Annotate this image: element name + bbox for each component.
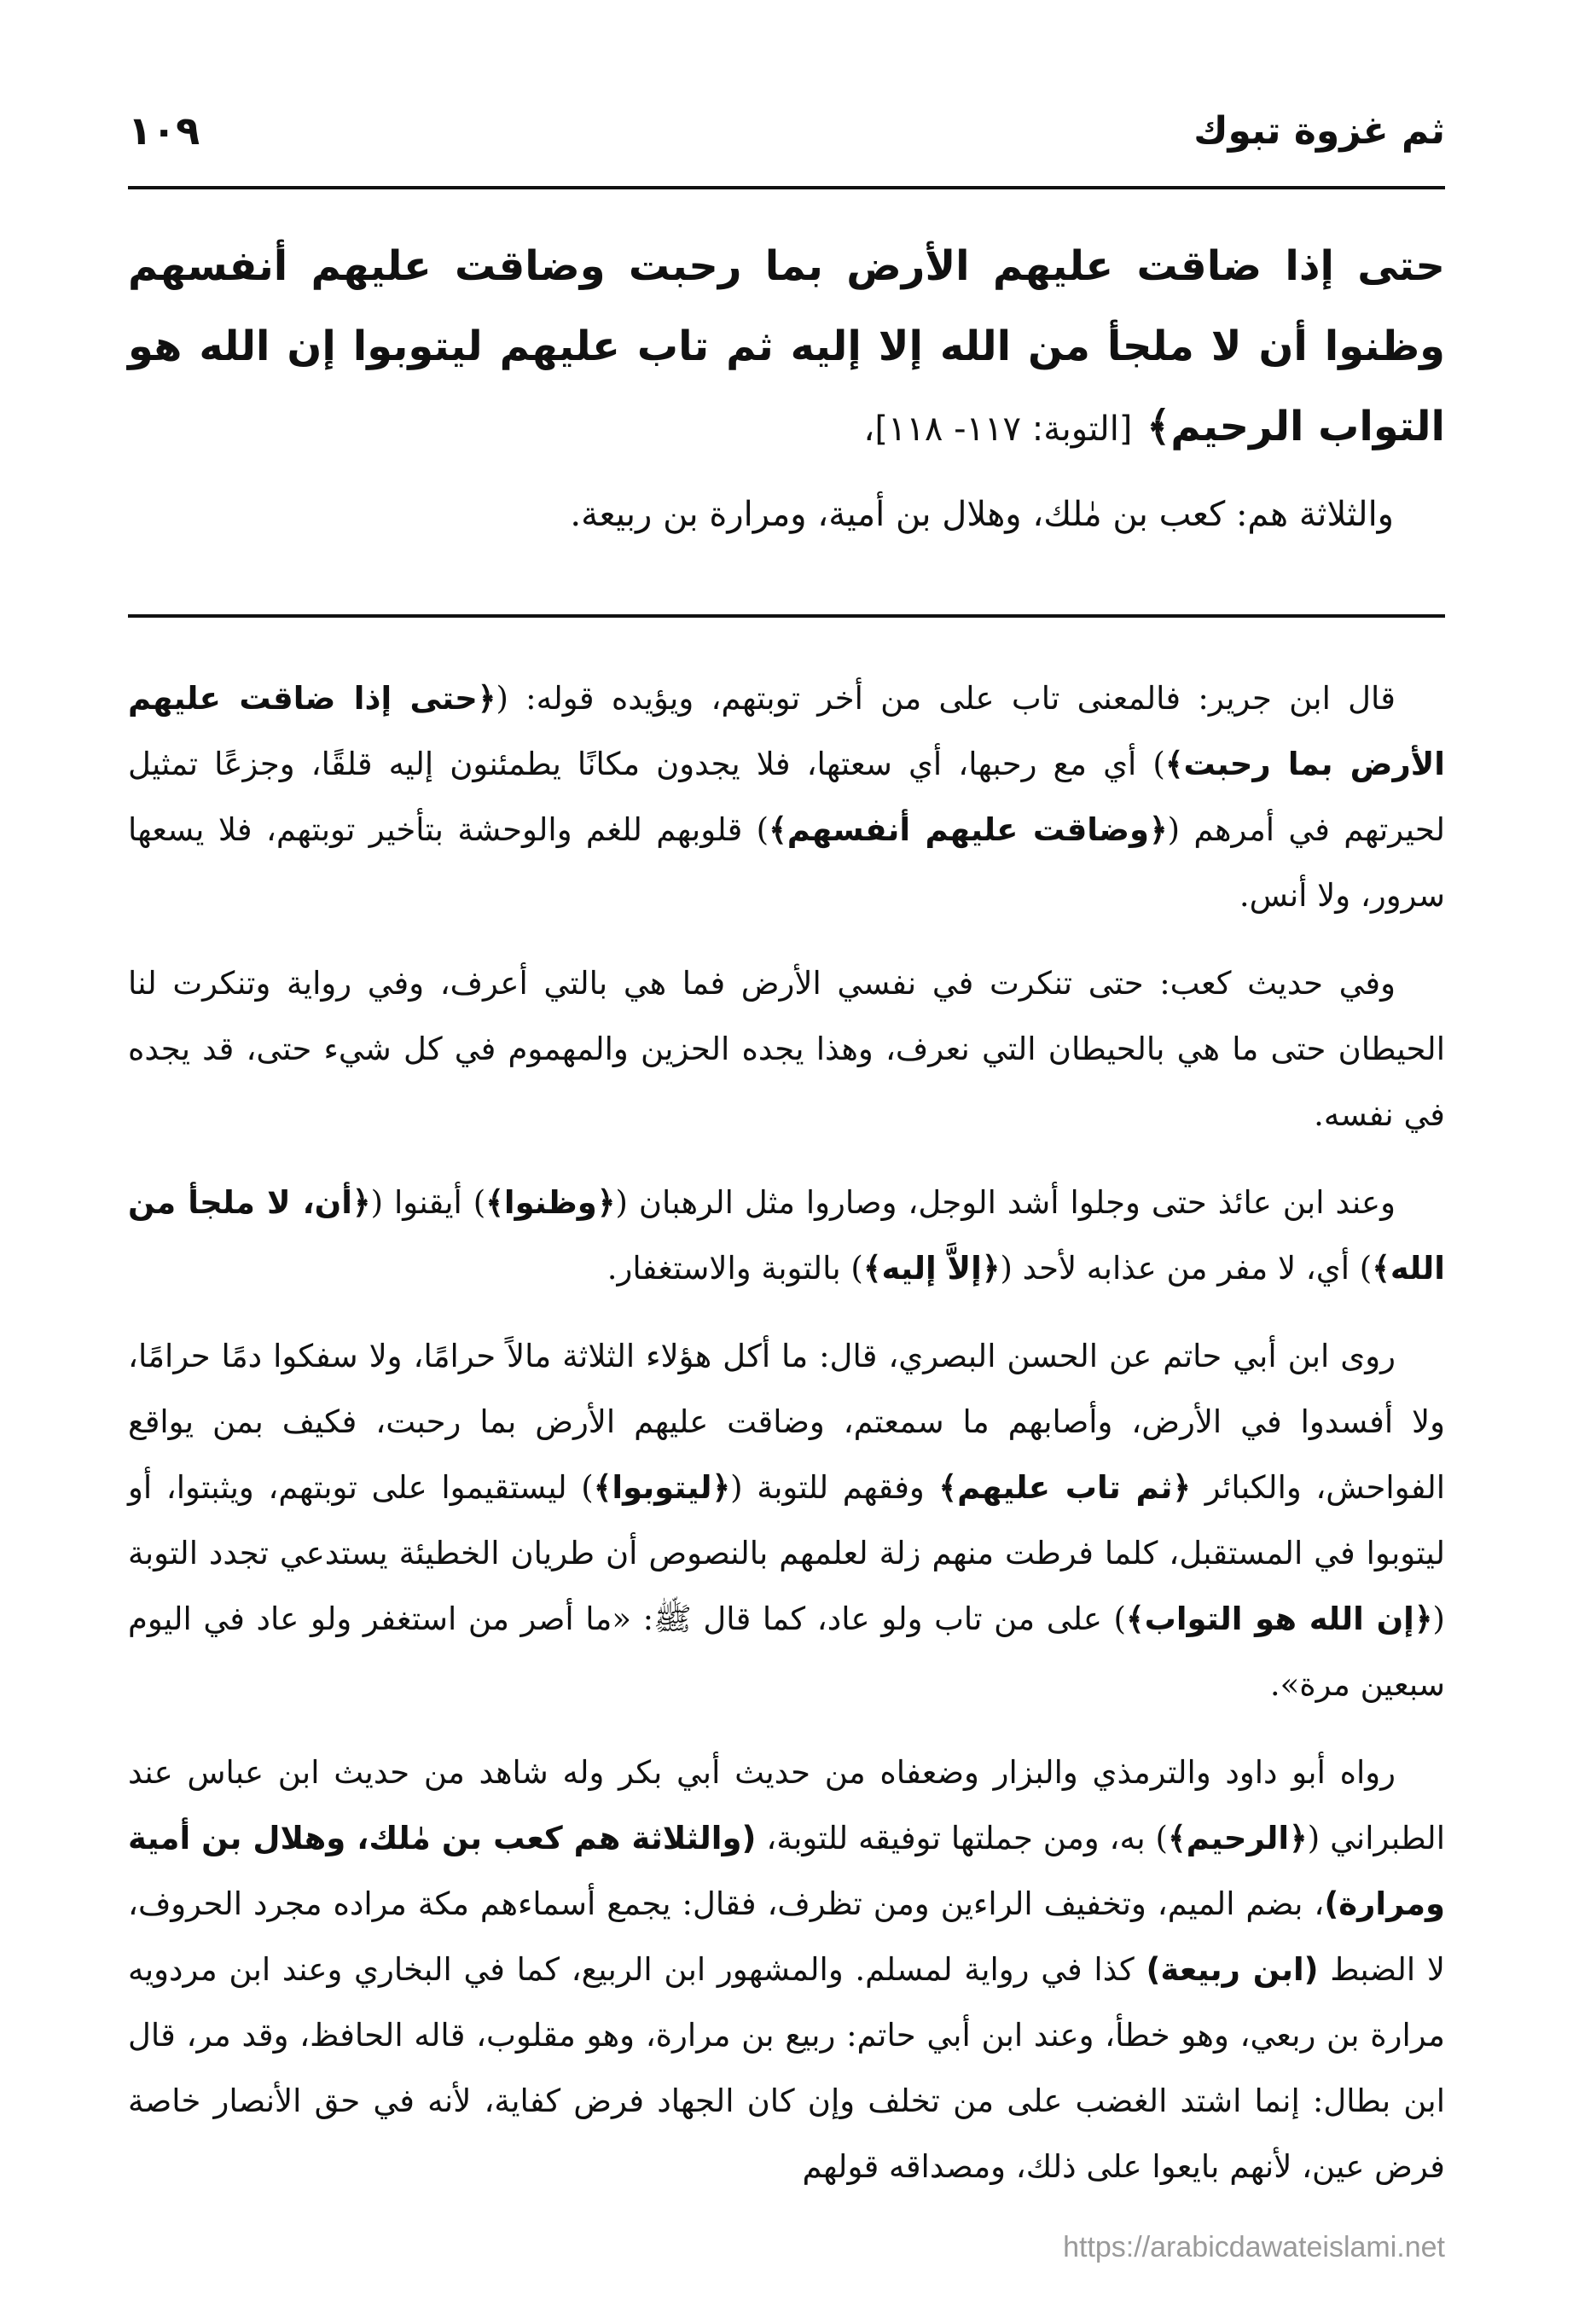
- text-run: ) على من تاب ولو عاد، كما قال ﷺ: «ما أصر من استغفر ولو عاد في اليوم سبعين مرة».: [128, 1601, 1445, 1703]
- quoted-verse: ﴿إن الله هو التواب﴾: [1125, 1601, 1433, 1637]
- text-run: ) ليستقيموا على توبتهم، ويثبتوا، أو ليتوبوا في المستقبل، كلما فرطت منهم زلة لعلمهم بالنصوص أن طريان الخطيئة يستدعي تجدد التوبة (: [128, 1469, 1445, 1637]
- quoted-verse: ﴿ثم تاب عليهم﴾: [938, 1469, 1192, 1506]
- commentary-paragraph-2: [128, 950, 1445, 1147]
- section-rule: [128, 614, 1445, 618]
- verse-reference: [التوبة: ١١٧- ١١٨]،: [863, 410, 1133, 449]
- text-run: ) قلوبهم للغم والوحشة بتأخير توبتهم، فلا يسعها سرور، ولا أنس.: [128, 811, 1445, 914]
- quoted-verse: ﴿ليتوبوا﴾: [593, 1469, 731, 1506]
- quoted-verse: ﴿أن، لا ملجأ من الله﴾: [128, 1184, 1445, 1287]
- text-run: روى ابن أبي حاتم عن الحسن البصري، قال: ما أكل هؤلاء الثلاثة مالاً حرامًا، ولا سفكوا دمًا حرامًا، ولا أفسدوا في الأرض، وأصابهم ما سمعتم، وضاقت عليهم الأرض بما رحبت، فكيف بمن يواقع الفواحش، والكبائر: [128, 1338, 1446, 1506]
- commentary-paragraph-4: [128, 1323, 1445, 1717]
- quoted-verse: ﴿حتى إذا ضاقت عليهم الأرض بما رحبت﴾: [128, 680, 1445, 782]
- text-run: كذا في رواية لمسلم. والمشهور ابن الربيع، كما في البخاري وعند ابن مردويه مرارة بن ربعي، وهو خطأ، وعند ابن أبي حاتم: ربيع بن مرارة، وهو مقلوب، قاله الحافظ، وقد مر، قال ابن بطال: إنما اشتد الغضب على من تخلف وإن كان الجهاد فرض كفاية، لأنه في حق الأنصار خاصة فرض عين، لأنهم بايعوا على ذلك، ومصداقه قولهم: [128, 1951, 1445, 2185]
- commentary: [128, 665, 1445, 2222]
- text-run: قال ابن جرير: فالمعنى تاب على من أخر توبتهم، ويؤيده قوله: (: [496, 680, 1396, 717]
- quoted-verse: ﴿الرحيم﴾: [1167, 1820, 1308, 1856]
- verse-text: حتى إذا ضاقت عليهم الأرض بما رحبت وضاقت عليهم أنفسهم وظنوا أن لا ملجأ من الله إلا إليه ثم تاب عليهم ليتوبوا إن الله هو التواب الرحيم﴾: [128, 242, 1445, 450]
- page-number: ١٠٩: [128, 107, 200, 154]
- text-run: ) أيقنوا (: [370, 1184, 486, 1221]
- text-run: وفقهم للتوبة (: [730, 1469, 939, 1506]
- text-run: وعند ابن عائذ حتى وجلوا أشد الوجل، وصاروا مثل الرهبان (: [615, 1184, 1396, 1221]
- quoted-verse: ﴿إلاَّ إليه﴾: [862, 1250, 1001, 1287]
- verse-note: [128, 476, 1445, 553]
- text-run: ) بالتوبة والاستغفار.: [607, 1250, 863, 1287]
- verse-note-text: والثلاثة هم: كعب بن مٰلك، وهلال بن أمية، ومرارة بن ربيعة.: [570, 495, 1394, 534]
- text-run: ) أي مع رحبها، أي سعتها، فلا يجدون مكانًا يطمئنون إليه قلقًا، وجزعًا تمثيل لحيرتهم في أمرهم (: [128, 746, 1446, 848]
- quoted-verse: ﴿وظنوا﴾: [485, 1184, 616, 1221]
- bold-phrase: (ابن ربيعة): [1146, 1951, 1319, 1988]
- text-run: ) أي، لا مفر من عذابه لأحد (: [1000, 1250, 1373, 1287]
- quoted-verse: ﴿وضاقت عليهم أنفسهم﴾: [769, 811, 1168, 848]
- quran-verse: [128, 226, 1445, 469]
- bold-phrase: (والثلاثة هم كعب بن مٰلك، وهلال بن أمية ومرارة): [128, 1820, 1445, 1922]
- watermark-url: https://arabicdawateislami.net: [1063, 2231, 1445, 2263]
- text-run: وفي حديث كعب: حتى تنكرت في نفسي الأرض فما هي بالتي أعرف، وفي رواية وتنكرت لنا الحيطان حتى ما هي بالحيطان التي نعرف، وهذا يجده الحزين والمهموم في كل شيء حتى، قد يجده في نفسه.: [128, 965, 1445, 1133]
- header-rule: [128, 186, 1445, 189]
- text-run: ، بضم الميم، وتخفيف الراءين ومن تظرف، فقال: يجمع أسماءهم مكة مراده مجرد الحروف، لا الضبط: [128, 1885, 1445, 1988]
- text-run: رواه أبو داود والترمذي والبزار وضعفاه من حديث أبي بكر وله شاهد من حديث ابن عباس عند الطبراني (: [128, 1754, 1445, 1856]
- commentary-paragraph-1: [128, 665, 1445, 928]
- text-run: ) به، ومن جملتها توفيقه للتوبة،: [756, 1820, 1168, 1856]
- page-header: [128, 101, 1445, 160]
- commentary-paragraph-5: [128, 1740, 1445, 2199]
- commentary-paragraph-3: [128, 1170, 1445, 1301]
- running-title: ثم غزوة تبوك: [1193, 108, 1445, 153]
